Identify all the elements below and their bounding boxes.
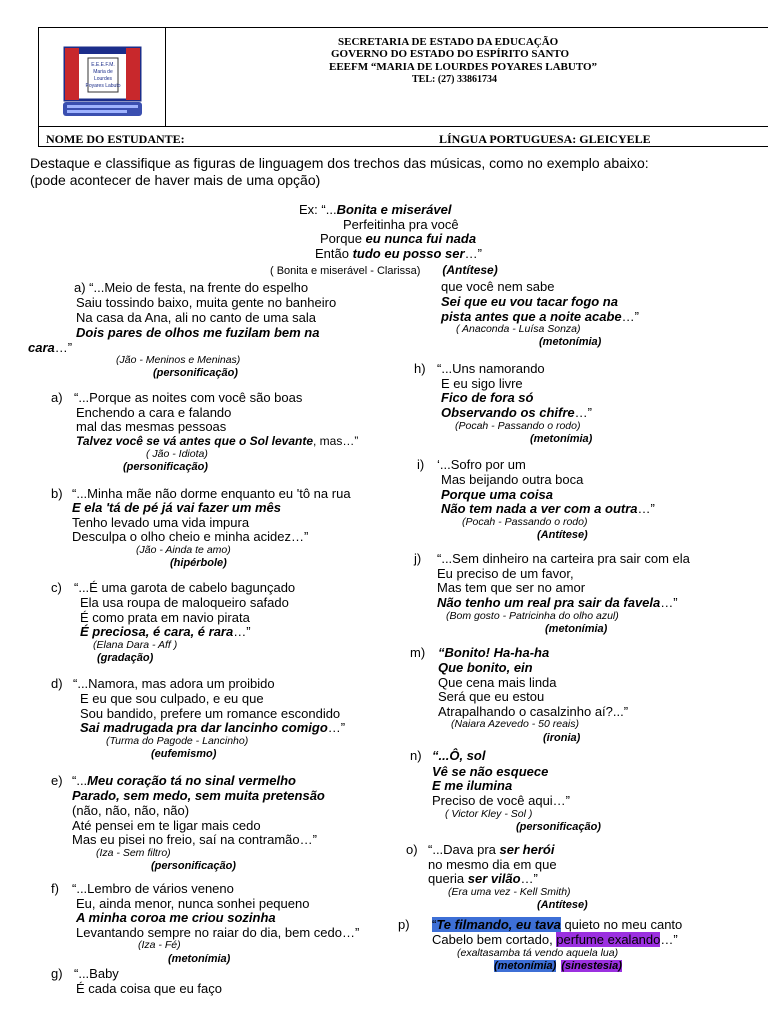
item-h-line-1: “...Uns namorando bbox=[437, 361, 545, 376]
header-governo: GOVERNO DO ESTADO DO ESPÍRITO SANTO bbox=[331, 48, 570, 60]
item-j-line-4: Não tenho um real pra sair da favela…” bbox=[437, 595, 678, 610]
header-school: EEEFM “MARIA DE LOURDES POYARES LABUTO” bbox=[329, 61, 598, 73]
item-g-cont-line-2: Sei que eu vou tacar fogo na bbox=[441, 294, 618, 309]
header-rule bbox=[38, 126, 768, 127]
item-a2-source: ( Jão - Idiota) bbox=[146, 448, 208, 460]
item-n-line-4: Preciso de você aqui…” bbox=[432, 793, 571, 808]
svg-text:Maria de: Maria de bbox=[93, 69, 113, 75]
example-line-2: Perfeitinha pra você bbox=[343, 217, 459, 232]
item-d-line-1: “...Namora, mas adora um proibido bbox=[73, 676, 275, 691]
item-i-line-3: Porque uma coisa bbox=[441, 487, 553, 502]
svg-text:Lourdes: Lourdes bbox=[93, 76, 113, 82]
item-h-line-2: E eu sigo livre bbox=[441, 376, 523, 391]
header-phone: TEL: (27) 33861734 bbox=[412, 74, 497, 85]
item-j-line-2: Eu preciso de um favor, bbox=[437, 566, 574, 581]
item-f-line-4: Levantando sempre no raiar do dia, bem cedo…” bbox=[76, 925, 360, 940]
item-o-class: (Antítese) bbox=[537, 899, 588, 911]
item-g-line-1: “...Baby bbox=[74, 966, 119, 981]
item-f-letter: f) bbox=[51, 881, 59, 896]
item-c-letter: c) bbox=[51, 580, 62, 595]
item-m-line-2: Que bonito, ein bbox=[438, 660, 533, 675]
item-h-line-3: Fico de fora só bbox=[441, 390, 534, 405]
item-n-class: (personificação) bbox=[516, 821, 601, 833]
item-g-cont-source: ( Anaconda - Luísa Sonza) bbox=[456, 323, 581, 335]
item-i-line-1: ‘...Sofro por um bbox=[437, 457, 526, 472]
item-c-line-3: É como prata em navio pirata bbox=[80, 610, 250, 625]
item-d-line-3: Sou bandido, prefere um romance escondido bbox=[80, 706, 341, 721]
item-e-class: (personificação) bbox=[151, 860, 236, 872]
item-i-line-2: Mas beijando outra boca bbox=[441, 472, 584, 487]
item-c-class: (gradação) bbox=[97, 652, 154, 664]
svg-text:E.E.E.F.M.: E.E.E.F.M. bbox=[91, 62, 115, 68]
item-d-class: (eufemismo) bbox=[151, 748, 217, 760]
item-f-source: (Iza - Fé) bbox=[138, 939, 181, 951]
item-g-cont-class: (metonímia) bbox=[539, 336, 602, 348]
example-line-4: Então tudo eu posso ser…” bbox=[315, 246, 482, 261]
item-e-line-4: Até pensei em te ligar mais cedo bbox=[72, 818, 261, 833]
item-h-line-4: Observando os chifre…” bbox=[441, 405, 592, 420]
item-f-class: (metonímia) bbox=[168, 953, 231, 965]
item-a2-line-2: Enchendo a cara e falando bbox=[76, 405, 232, 420]
highlight-metonimia: “Te filmando, eu tava bbox=[432, 917, 561, 932]
item-c-line-4: É preciosa, é cara, é rara…” bbox=[80, 624, 251, 639]
item-i-line-4: Não tem nada a ver com a outra…” bbox=[441, 501, 655, 516]
item-a2-class: (personificação) bbox=[123, 461, 208, 473]
item-o-line-1: “...Dava pra ser herói bbox=[428, 842, 555, 857]
item-j-line-3: Mas tem que ser no amor bbox=[437, 580, 586, 595]
item-p-class bbox=[494, 960, 622, 972]
item-g-cont-line-1: que você nem sabe bbox=[441, 279, 555, 294]
item-j-class: (metonímia) bbox=[545, 623, 608, 635]
item-o-letter: o) bbox=[406, 842, 418, 857]
instruction-line-2: (pode acontecer de haver mais de uma opção) bbox=[30, 172, 321, 188]
item-c-line-1: “...É uma garota de cabelo bagunçado bbox=[74, 580, 296, 595]
item-d-line-2: E eu que sou culpado, e eu que bbox=[80, 691, 264, 706]
item-p-line-2: Cabelo bem cortado, perfume exalando…” bbox=[432, 932, 678, 947]
item-n-line-3: E me ilumina bbox=[432, 778, 513, 793]
item-f-line-3: A minha coroa me criou sozinha bbox=[76, 910, 276, 925]
item-m-line-5: Atrapalhando o casalzinho aí?...” bbox=[438, 704, 629, 719]
item-m-line-3: Que cena mais linda bbox=[438, 675, 557, 690]
highlight-sinestesia: perfume exalando bbox=[556, 932, 661, 947]
item-e-line-5: Mas eu pisei no freio, saí na contramão…” bbox=[72, 832, 317, 847]
item-a2-line-3: mal das mesmas pessoas bbox=[76, 419, 227, 434]
item-m-line-4: Será que eu estou bbox=[438, 689, 545, 704]
item-n-line-1: “...Ô, sol bbox=[432, 748, 486, 763]
item-e-line-2: Parado, sem medo, sem muita pretensão bbox=[72, 788, 325, 803]
item-g-line-2: É cada coisa que eu faço bbox=[76, 981, 222, 996]
item-m-line-1: “Bonito! Ha-ha-ha bbox=[438, 645, 550, 660]
item-a1-line-5: cara…” bbox=[28, 340, 73, 355]
item-o-line-3: queria ser vilão…” bbox=[428, 871, 538, 886]
item-e-line-3: (não, não, não, não) bbox=[72, 803, 190, 818]
example-line-3: Porque eu nunca fui nada bbox=[320, 231, 477, 246]
item-j-letter: j) bbox=[414, 551, 422, 566]
item-n-line-2: Vê se não esquece bbox=[432, 764, 549, 779]
item-d-letter: d) bbox=[51, 676, 63, 691]
item-a1-line-1: a) “...Meio de festa, na frente do espelho bbox=[74, 280, 309, 295]
item-d-line-4: Sai madrugada pra dar lancinho comigo…” bbox=[80, 720, 346, 735]
school-logo bbox=[55, 40, 150, 120]
item-g-letter: g) bbox=[51, 966, 63, 981]
item-e-line-1: “...Meu coração tá no sinal vermelho bbox=[72, 773, 296, 788]
item-b-class: (hipérbole) bbox=[170, 557, 227, 569]
item-n-letter: n) bbox=[410, 748, 422, 763]
item-a2-line-1: “...Porque as noites com você são boas bbox=[74, 390, 303, 405]
item-f-line-1: “...Lembro de vários veneno bbox=[72, 881, 234, 896]
item-m-letter: m) bbox=[410, 645, 426, 660]
item-j-line-1: “...Sem dinheiro na carteira pra sair com ela bbox=[437, 551, 690, 566]
item-h-class: (metonímia) bbox=[530, 433, 593, 445]
item-a1-source: (Jão - Meninos e Meninas) bbox=[116, 354, 241, 366]
item-a1-line-2: Saiu tossindo baixo, muita gente no banheiro bbox=[76, 295, 337, 310]
item-b-line-4: Desculpa o olho cheio e minha acidez…” bbox=[72, 529, 309, 544]
item-i-letter: i) bbox=[417, 457, 425, 472]
item-p-line-1: “Te filmando, eu tava quieto no meu canto bbox=[432, 917, 683, 932]
item-g-cont-line-3: pista antes que a noite acabe…” bbox=[441, 309, 639, 324]
subject-label: LÍNGUA PORTUGUESA: GLEICYELE bbox=[439, 132, 651, 146]
header-secretaria: SECRETARIA DE ESTADO DA EDUCAÇÃO bbox=[338, 36, 559, 48]
item-c-line-2: Ela usa roupa de maloqueiro safado bbox=[80, 595, 289, 610]
item-b-line-3: Tenho levado uma vida impura bbox=[72, 515, 250, 530]
header-divider bbox=[165, 27, 166, 127]
item-a2-letter: a) bbox=[51, 390, 63, 405]
item-c-source: (Elana Dara - Aff ) bbox=[93, 639, 178, 651]
item-h-letter: h) bbox=[414, 361, 426, 376]
example-line-1: Ex: “...Bonita e miserável bbox=[299, 202, 452, 217]
item-p-letter: p) bbox=[398, 917, 410, 932]
item-b-line-2: E ela 'tá de pé já vai fazer um mês bbox=[72, 500, 282, 515]
item-p-source: (exaltasamba tá vendo aquela lua) bbox=[457, 947, 619, 959]
item-o-source: (Era uma vez - Kell Smith) bbox=[448, 886, 571, 898]
item-o-line-2: no mesmo dia em que bbox=[428, 857, 557, 872]
item-e-source: (Iza - Sem filtro) bbox=[96, 847, 171, 859]
item-a2-line-4: Talvez você se vá antes que o Sol levante, mas…” bbox=[76, 434, 359, 448]
item-i-class: (Antítese) bbox=[537, 529, 588, 541]
item-p-class-sinestesia: (sinestesia) bbox=[561, 960, 622, 972]
item-b-line-1: “...Minha mãe não dorme enquanto eu 'tô na rua bbox=[72, 486, 351, 501]
item-n-source: ( Victor Kley - Sol ) bbox=[445, 808, 533, 820]
student-name-label: NOME DO ESTUDANTE: bbox=[46, 132, 185, 146]
item-m-class: (ironia) bbox=[543, 732, 581, 744]
item-b-source: (Jão - Ainda te amo) bbox=[136, 544, 231, 556]
item-p-class-metonimia: (metonímia) bbox=[494, 960, 557, 972]
instruction-line-1: Destaque e classifique as figuras de linguagem dos trechos das músicas, como no exemplo abaixo: bbox=[30, 155, 649, 171]
item-b-letter: b) bbox=[51, 486, 63, 501]
item-a1-class: (personificação) bbox=[153, 367, 238, 379]
svg-text:Poyares Labuto: Poyares Labuto bbox=[85, 83, 121, 89]
item-m-source: (Naiara Azevedo - 50 reais) bbox=[451, 718, 579, 730]
example-source: ( Bonita e miserável - Clarissa) (Antítese) bbox=[270, 263, 498, 277]
item-i-source: (Pocah - Passando o rodo) bbox=[462, 516, 588, 528]
item-j-source: (Bom gosto - Patricinha do olho azul) bbox=[446, 610, 619, 622]
item-e-letter: e) bbox=[51, 773, 63, 788]
item-a1-line-3: Na casa da Ana, ali no canto de uma sala bbox=[76, 310, 316, 325]
item-f-line-2: Eu, ainda menor, nunca sonhei pequeno bbox=[76, 896, 310, 911]
item-d-source: (Turma do Pagode - Lancinho) bbox=[106, 735, 249, 747]
item-h-source: (Pocah - Passando o rodo) bbox=[455, 420, 581, 432]
item-a1-line-4: Dois pares de olhos me fuzilam bem na bbox=[76, 325, 320, 340]
